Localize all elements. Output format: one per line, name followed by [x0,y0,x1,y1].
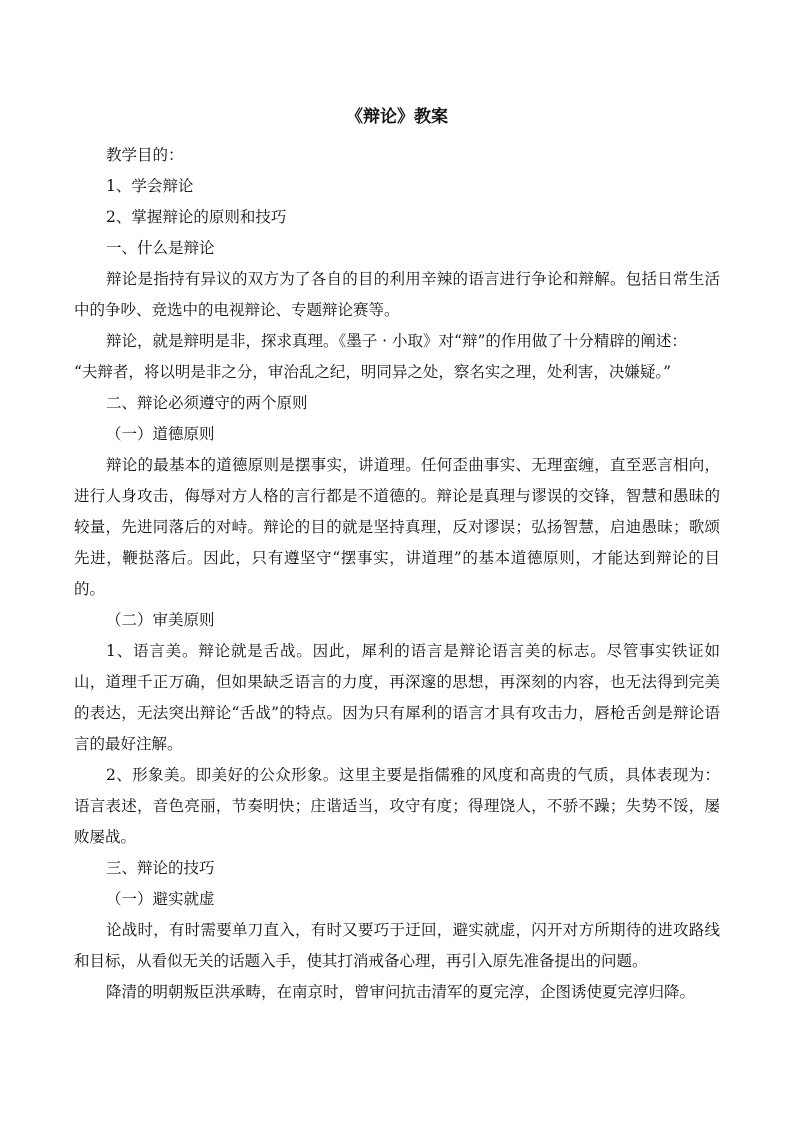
section-heading: 二、辩论必须遵守的两个原则 [106,394,308,412]
subsection-heading: （一）避实就虚 [106,890,215,908]
document-body [74,140,720,1008]
document-title: 《辩论》教案 [346,107,448,127]
paragraph: 教学目的： [106,146,184,164]
subsection-heading: （一）道德原则 [106,425,215,443]
quotation: “夫辩者，将以明是非之分，审治乱之纪，明同异之处，察名实之理，处利害，决嫌疑。” [74,363,672,381]
paragraph: 2、掌握辩论的原则和技巧 [106,208,287,226]
paragraph: 2、形象美。即美好的公众形象。这里主要是指儒雅的风度和高贵的气质，具体表现为：语言表述，音色亮丽，节奏明快；庄谐适当，攻守有度；得理饶人，不骄不躁；失势不馁，屡败屡战。 [74,766,720,846]
paragraph: 1、学会辩论 [106,177,194,195]
section-heading: 一、什么是辩论 [106,239,215,257]
paragraph: 辩论的最基本的道德原则是摆事实，讲道理。任何歪曲事实、无理蛮缠，直至恶言相向，进行人身攻击，侮辱对方人格的言行都是不道德的。辩论是真理与谬误的交锋，智慧和愚昧的较量，先进同落后的对峙。辩论的目的就是坚持真理，反对谬误；弘扬智慧，启迪愚昧；歌颂先进，鞭挞落后。因此，只有遵坚守“摆事实，讲道理”的基本道德原则，才能达到辩论的目的。 [74,456,720,598]
section-heading: 三、辩论的技巧 [106,859,215,877]
paragraph: 降清的明朝叛臣洪承畴，在南京时，曾审问抗击清军的夏完淳，企图诱使夏完淳归降。 [106,983,696,1001]
subsection-heading: （二）审美原则 [106,611,215,629]
paragraph: 论战时，有时需要单刀直入，有时又要巧于迂回，避实就虚，闪开对方所期待的进攻路线和目标，从看似无关的话题入手，使其打消戒备心理，再引入原先准备提出的问题。 [74,921,720,970]
paragraph: 辩论是指持有异议的双方为了各自的目的利用辛辣的语言进行争论和辩解。包括日常生活中的争吵、竞选中的电视辩论、专题辩论赛等。 [74,270,720,319]
paragraph: 1、语言美。辩论就是舌战。因此，犀利的语言是辩论语言美的标志。尽管事实铁证如山，道理千正万确，但如果缺乏语言的力度，再深邃的思想，再深刻的内容，也无法得到完美的表达，无法突出辩论“舌战”的特点。因为只有犀利的语言才具有攻击力，唇枪舌剑是辩论语言的最好注解。 [74,642,720,753]
paragraph: 辩论，就是辩明是非，探求真理。《墨子 · 小取》对“辩”的作用做了十分精辟的阐述： [106,332,687,350]
